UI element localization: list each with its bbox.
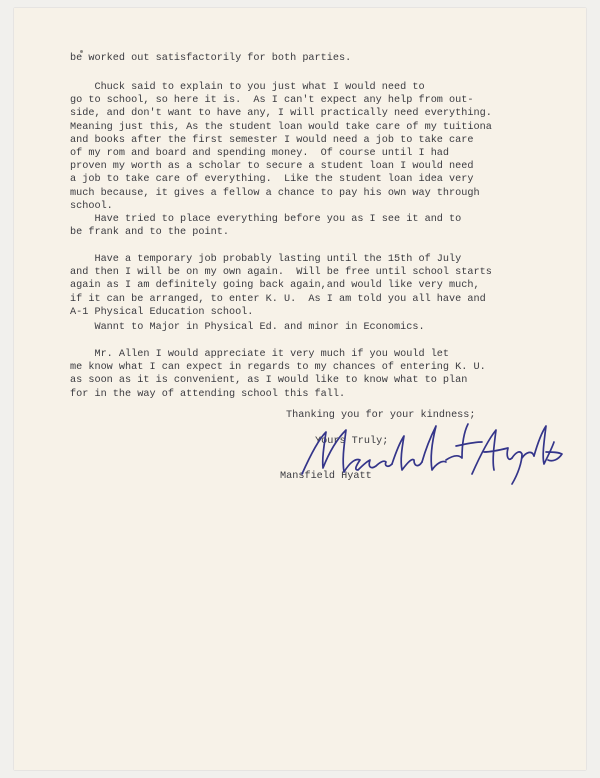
paragraph-needs: Chuck said to explain to you just what I would need to go to school, so here it is. As I can't expect any help from out- side, and don't want to have any, I will practically need everything. Meaning just this, As the student loan would take care of my tuitiona and books after the first semester I would need a job to take care of my rom and board and spending money. Of course until I had proven my worth as a scholar to secure a student loan I would need a job to take care of everything. Like the student loan idea very much because, it gives a fellow a chance to pay his own way through school. — [70, 82, 492, 212]
paragraph-major: Wannt to Major in Physical Ed. and minor in Economics. — [70, 322, 425, 333]
continuation-line: be worked out satisfactorily for both parties. — [70, 53, 352, 64]
paragraph-job: Have a temporary job probably lasting until the 15th of July and then I will be on my own again. Will be free until school starts again as I am definitely going back again,and would like very much, if it can be arranged, to enter K. U. As I am told you all have and A-1 Physical Education school. — [70, 254, 492, 318]
letter-page — [14, 8, 586, 770]
handwritten-signature — [296, 412, 564, 492]
paragraph-request: Mr. Allen I would appreciate it very much if you would let me know what I can expect in regards to my chances of entering K. U. as soon as it is convenient, as I would like to know what to plan for in the way of attending school this fall. — [70, 349, 486, 400]
closing-line: Thanking you for your kindness; — [286, 410, 476, 421]
paragraph-frank: Have tried to place everything before you as I see it and to be frank and to the point. — [70, 214, 462, 239]
valediction: Yours Truly; — [315, 436, 389, 447]
typed-name: Mansfield Hyatt — [280, 471, 372, 482]
